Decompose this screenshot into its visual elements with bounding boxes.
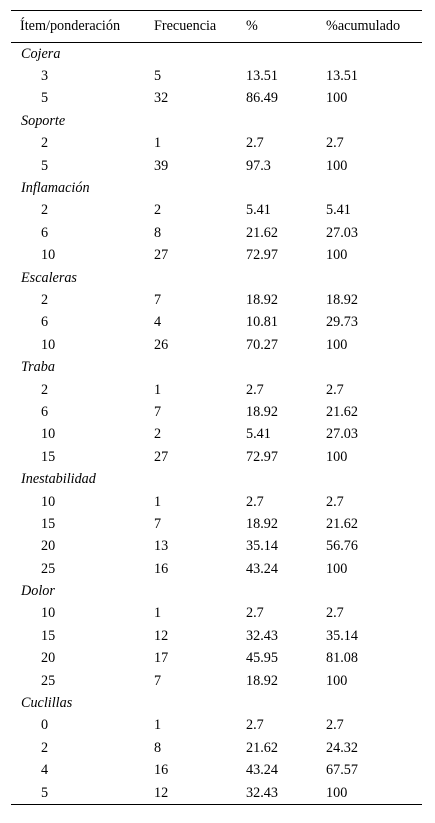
cell-cumulative-percent: 21.62 bbox=[326, 515, 358, 532]
table-row bbox=[11, 491, 422, 513]
header-row bbox=[11, 11, 422, 43]
cell-percent: 2.7 bbox=[246, 717, 264, 734]
cell-frequency: 8 bbox=[154, 224, 162, 241]
cell-cumulative-percent: 13.51 bbox=[326, 68, 358, 85]
group-row bbox=[11, 692, 422, 714]
cell-item-weight: 10 bbox=[41, 336, 56, 353]
cell-cumulative-percent: 67.57 bbox=[326, 762, 358, 779]
cell-item-weight: 5 bbox=[11, 782, 154, 805]
cell-item-weight: 6 bbox=[41, 224, 49, 241]
cell-frequency: 1 bbox=[154, 605, 162, 622]
cell-percent: 45.95 bbox=[246, 650, 278, 667]
table-row bbox=[11, 334, 422, 356]
cell-cumulative-percent: 100 bbox=[326, 90, 348, 107]
cell-item-weight: 6 bbox=[41, 314, 49, 331]
cell-item-weight: 15 bbox=[41, 627, 56, 644]
cell-percent: 32.43 bbox=[246, 627, 278, 644]
cell-item-weight: 2 bbox=[41, 739, 49, 756]
group-label: Traba bbox=[21, 359, 55, 376]
group-row bbox=[11, 356, 422, 378]
group-row bbox=[11, 468, 422, 490]
group-label: Escaleras bbox=[21, 269, 77, 286]
table-row bbox=[11, 558, 422, 580]
cell-item-weight: 20 bbox=[41, 650, 56, 667]
cell-frequency: 5 bbox=[154, 68, 162, 85]
cell-item-weight: 10 bbox=[41, 247, 56, 264]
cell-percent: 43.24 bbox=[246, 560, 278, 577]
cell-frequency: 32 bbox=[154, 90, 169, 107]
cell-frequency: 2 bbox=[154, 202, 162, 219]
table-row bbox=[11, 245, 422, 267]
cell-item-weight: 0 bbox=[41, 717, 49, 734]
cell-cumulative-percent: 2.7 bbox=[326, 493, 344, 510]
header-frequency: Frecuencia bbox=[154, 18, 217, 34]
cell-percent: 2.7 bbox=[246, 135, 264, 152]
cell-percent: 70.27 bbox=[246, 336, 278, 353]
table-row bbox=[11, 88, 422, 110]
cell-cumulative-percent: 27.03 bbox=[326, 224, 358, 241]
table-row bbox=[11, 133, 422, 155]
cell-item-weight: 25 bbox=[41, 672, 56, 689]
group-label: Cuclillas bbox=[21, 695, 73, 712]
cell-cumulative-percent: 100 bbox=[326, 782, 422, 805]
table-row bbox=[11, 65, 422, 87]
frequency-table-container bbox=[11, 10, 422, 805]
header-item-weight: Ítem/ponderación bbox=[20, 18, 121, 34]
cell-percent: 5.41 bbox=[246, 426, 271, 443]
group-row bbox=[11, 177, 422, 199]
cell-frequency: 27 bbox=[154, 448, 169, 465]
table-row bbox=[11, 312, 422, 334]
cell-percent: 72.97 bbox=[246, 247, 278, 264]
cell-frequency: 1 bbox=[154, 493, 162, 510]
table-row bbox=[11, 648, 422, 670]
cell-item-weight: 2 bbox=[41, 202, 49, 219]
cell-cumulative-percent: 56.76 bbox=[326, 538, 358, 555]
cell-item-weight: 2 bbox=[41, 291, 49, 308]
cell-cumulative-percent: 18.92 bbox=[326, 291, 358, 308]
table-row bbox=[11, 155, 422, 177]
cell-item-weight: 15 bbox=[41, 448, 56, 465]
group-row bbox=[11, 267, 422, 289]
cell-frequency: 27 bbox=[154, 247, 169, 264]
table-body bbox=[11, 43, 422, 805]
cell-frequency: 16 bbox=[154, 762, 169, 779]
cell-percent: 72.97 bbox=[246, 448, 278, 465]
cell-frequency: 13 bbox=[154, 538, 169, 555]
group-label: Dolor bbox=[21, 583, 55, 600]
cell-cumulative-percent: 21.62 bbox=[326, 403, 358, 420]
cell-percent: 18.92 bbox=[246, 403, 278, 420]
group-row bbox=[11, 43, 422, 66]
cell-item-weight: 6 bbox=[41, 403, 49, 420]
table-row bbox=[11, 670, 422, 692]
cell-percent: 2.7 bbox=[246, 493, 264, 510]
cell-frequency: 16 bbox=[154, 560, 169, 577]
cell-frequency: 12 bbox=[154, 782, 246, 805]
cell-percent: 35.14 bbox=[246, 538, 278, 555]
cell-cumulative-percent: 100 bbox=[326, 560, 348, 577]
cell-frequency: 12 bbox=[154, 627, 169, 644]
table-row bbox=[11, 715, 422, 737]
cell-percent: 18.92 bbox=[246, 515, 278, 532]
cell-frequency: 8 bbox=[154, 739, 162, 756]
cell-cumulative-percent: 100 bbox=[326, 247, 348, 264]
table-row bbox=[11, 289, 422, 311]
cell-frequency: 1 bbox=[154, 717, 162, 734]
cell-frequency: 39 bbox=[154, 157, 169, 174]
cell-frequency: 26 bbox=[154, 336, 169, 353]
cell-item-weight: 25 bbox=[41, 560, 56, 577]
cell-percent: 2.7 bbox=[246, 381, 264, 398]
cell-frequency: 7 bbox=[154, 403, 162, 420]
cell-item-weight: 10 bbox=[41, 605, 56, 622]
cell-cumulative-percent: 81.08 bbox=[326, 650, 358, 667]
table-row bbox=[11, 446, 422, 468]
cell-frequency: 7 bbox=[154, 672, 162, 689]
group-row bbox=[11, 110, 422, 132]
cell-cumulative-percent: 27.03 bbox=[326, 426, 358, 443]
group-label: Cojera bbox=[21, 45, 61, 62]
frequency-table bbox=[11, 10, 422, 805]
cell-cumulative-percent: 24.32 bbox=[326, 739, 358, 756]
header-percent: % bbox=[246, 18, 258, 34]
cell-percent: 18.92 bbox=[246, 291, 278, 308]
cell-cumulative-percent: 100 bbox=[326, 336, 348, 353]
cell-cumulative-percent: 29.73 bbox=[326, 314, 358, 331]
group-row bbox=[11, 580, 422, 602]
cell-percent: 21.62 bbox=[246, 224, 278, 241]
group-label: Soporte bbox=[21, 112, 66, 129]
cell-percent: 43.24 bbox=[246, 762, 278, 779]
cell-cumulative-percent: 2.7 bbox=[326, 717, 344, 734]
table-row bbox=[11, 200, 422, 222]
cell-cumulative-percent: 2.7 bbox=[326, 381, 344, 398]
cell-frequency: 7 bbox=[154, 291, 162, 308]
cell-cumulative-percent: 2.7 bbox=[326, 605, 344, 622]
cell-frequency: 1 bbox=[154, 135, 162, 152]
cell-percent: 13.51 bbox=[246, 68, 278, 85]
cell-percent: 5.41 bbox=[246, 202, 271, 219]
cell-item-weight: 10 bbox=[41, 426, 56, 443]
table-row bbox=[11, 513, 422, 535]
table-row bbox=[11, 625, 422, 647]
cell-item-weight: 2 bbox=[41, 381, 49, 398]
cell-percent: 21.62 bbox=[246, 739, 278, 756]
cell-cumulative-percent: 100 bbox=[326, 448, 348, 465]
table-row bbox=[11, 737, 422, 759]
cell-frequency: 17 bbox=[154, 650, 169, 667]
cell-item-weight: 10 bbox=[41, 493, 56, 510]
cell-item-weight: 5 bbox=[41, 90, 49, 107]
group-label: Inestabilidad bbox=[21, 471, 96, 488]
cell-cumulative-percent: 100 bbox=[326, 672, 348, 689]
group-label: Inflamación bbox=[21, 180, 90, 197]
cell-item-weight: 20 bbox=[41, 538, 56, 555]
table-row bbox=[11, 782, 422, 805]
cell-percent: 97.3 bbox=[246, 157, 271, 174]
table-row bbox=[11, 379, 422, 401]
cell-item-weight: 2 bbox=[41, 135, 49, 152]
cell-frequency: 7 bbox=[154, 515, 162, 532]
cell-item-weight: 4 bbox=[41, 762, 49, 779]
table-header bbox=[11, 11, 422, 43]
cell-item-weight: 3 bbox=[41, 68, 49, 85]
cell-percent: 2.7 bbox=[246, 605, 264, 622]
cell-percent: 10.81 bbox=[246, 314, 278, 331]
cell-frequency: 1 bbox=[154, 381, 162, 398]
table-row bbox=[11, 222, 422, 244]
cell-percent: 32.43 bbox=[246, 782, 326, 805]
cell-cumulative-percent: 5.41 bbox=[326, 202, 351, 219]
table-row bbox=[11, 401, 422, 423]
header-cumulative-percent: %acumulado bbox=[326, 18, 401, 34]
table-row bbox=[11, 603, 422, 625]
table-row bbox=[11, 536, 422, 558]
cell-frequency: 4 bbox=[154, 314, 162, 331]
cell-percent: 86.49 bbox=[246, 90, 278, 107]
cell-cumulative-percent: 35.14 bbox=[326, 627, 358, 644]
table-row bbox=[11, 424, 422, 446]
cell-cumulative-percent: 100 bbox=[326, 157, 348, 174]
cell-item-weight: 15 bbox=[41, 515, 56, 532]
cell-cumulative-percent: 2.7 bbox=[326, 135, 344, 152]
cell-item-weight: 5 bbox=[41, 157, 49, 174]
table-row bbox=[11, 760, 422, 782]
cell-frequency: 2 bbox=[154, 426, 162, 443]
cell-percent: 18.92 bbox=[246, 672, 278, 689]
